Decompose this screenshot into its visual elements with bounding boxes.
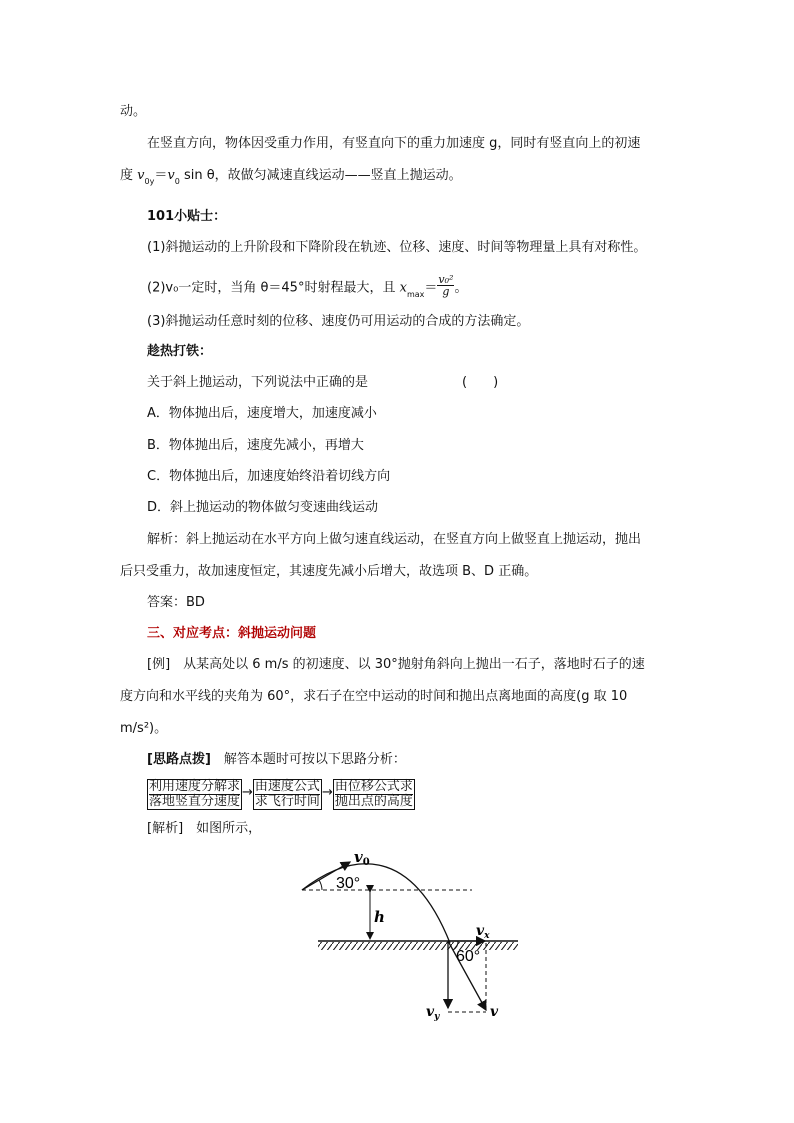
flow-step-1-bottom: 落地竖直分速度 (149, 794, 241, 809)
answer-line: 答案：BD (147, 595, 205, 610)
symbol-x: x (399, 280, 407, 296)
subscript: max (406, 289, 425, 299)
h-label: h (374, 908, 385, 926)
vy-label: $v_y$ (426, 1004, 440, 1022)
question-stem: 关于斜上抛运动，下列说法中正确的是 (147, 375, 369, 390)
vx-label: $v_x$ (476, 923, 490, 941)
text-line: 在竖直方向，物体因受重力作用，有竖直向下的重力加速度 g，同时有竖直向上的初速 (147, 136, 641, 151)
symbol-v: v (167, 168, 175, 183)
angle-30-label: 30° (336, 875, 361, 892)
flow-step-3 (333, 779, 415, 810)
tip-item-3: (3)斜抛运动任意时刻的位移、速度仍可用运动的合成的方法确定。 (147, 314, 530, 329)
option-d: D．斜上抛运动的物体做匀变速曲线运动 (147, 500, 379, 515)
option-a: A．物体抛出后，速度增大，加速度减小 (147, 406, 377, 421)
hint-label: [思路点拨] (147, 752, 211, 767)
example-line: m/s²)。 (120, 721, 168, 736)
option-b: B．物体抛出后，速度先减小，再增大 (147, 438, 364, 453)
flow-step-1-top: 利用速度分解求 (149, 779, 241, 794)
flow-chart (147, 779, 415, 810)
example-line: 度方向和水平线的夹角为 60°，求石子在空中运动的时间和抛出点离地面的高度(g 取 10 (120, 689, 628, 704)
jiexi-line: [解析] 如图所示， (147, 821, 262, 836)
flow-step-1 (147, 779, 242, 810)
tip-item-2 (147, 273, 468, 300)
hint-text: 解答本题时可按以下思路分析： (210, 752, 406, 767)
projectile-figure (290, 848, 520, 1028)
answer-parenthesis: ( ) (462, 375, 499, 390)
tip-title: 101小贴士： (147, 209, 227, 224)
subscript: 0 (174, 177, 180, 186)
text-line (120, 168, 462, 185)
equals-sign: ＝ (424, 280, 438, 296)
fraction (437, 274, 454, 298)
flow-arrow: → (242, 785, 253, 800)
tip-item-1: (1)斜抛运动的上升阶段和下降阶段在轨迹、位移、速度、时间等物理量上具有对称性。 (147, 240, 647, 255)
angle-arc-30 (319, 880, 322, 890)
symbol-v: v (137, 168, 145, 183)
flow-step-3-top: 由位移公式求 (334, 779, 413, 794)
hint-line (147, 752, 406, 768)
equals-sign: ＝ (154, 168, 168, 183)
v0-label: $v_0$ (354, 848, 370, 868)
ground-hatching (318, 942, 518, 950)
flow-arrow: → (321, 785, 333, 800)
flow-step-2 (253, 779, 322, 810)
fraction-denominator: g (442, 285, 450, 298)
v-label: v (490, 1004, 499, 1020)
subscript: 0y (144, 177, 155, 186)
fraction-numerator: v₀² (438, 273, 454, 286)
angle-60-label: 60° (456, 948, 481, 965)
section-heading: 三、对应考点：斜抛运动问题 (147, 626, 317, 641)
trajectory-curve (302, 864, 450, 943)
flow-step-2-bottom: 求飞行时间 (254, 794, 320, 809)
flow-step-2-top: 由速度公式 (254, 779, 320, 794)
analysis-line: 后只受重力，故加速度恒定，其速度先减小后增大，故选项 B、D 正确。 (120, 564, 538, 579)
text-fragment: ，故做匀减速直线运动——竖直上抛运动。 (214, 168, 462, 183)
text-line: 动。 (120, 104, 147, 119)
text-fragment: 度 (120, 168, 138, 183)
text-fragment: 。 (454, 280, 468, 296)
option-c: C．物体抛出后，加速度始终沿着切线方向 (147, 469, 391, 484)
sin-term: sin θ (183, 168, 215, 183)
practice-title: 趁热打铁： (147, 344, 213, 359)
analysis-line: 解析：斜上抛运动在水平方向上做匀速直线运动，在竖直方向上做竖直上抛运动，抛出 (147, 532, 642, 547)
example-line: [例] 从某高处以 6 m/s 的初速度、以 30°抛射角斜向上抛出一石子，落地时石子的速 (147, 657, 645, 672)
text-fragment: (2)v₀一定时，当角 θ＝45°时射程最大，且 (147, 280, 400, 296)
flow-step-3-bottom: 抛出点的高度 (334, 794, 413, 809)
